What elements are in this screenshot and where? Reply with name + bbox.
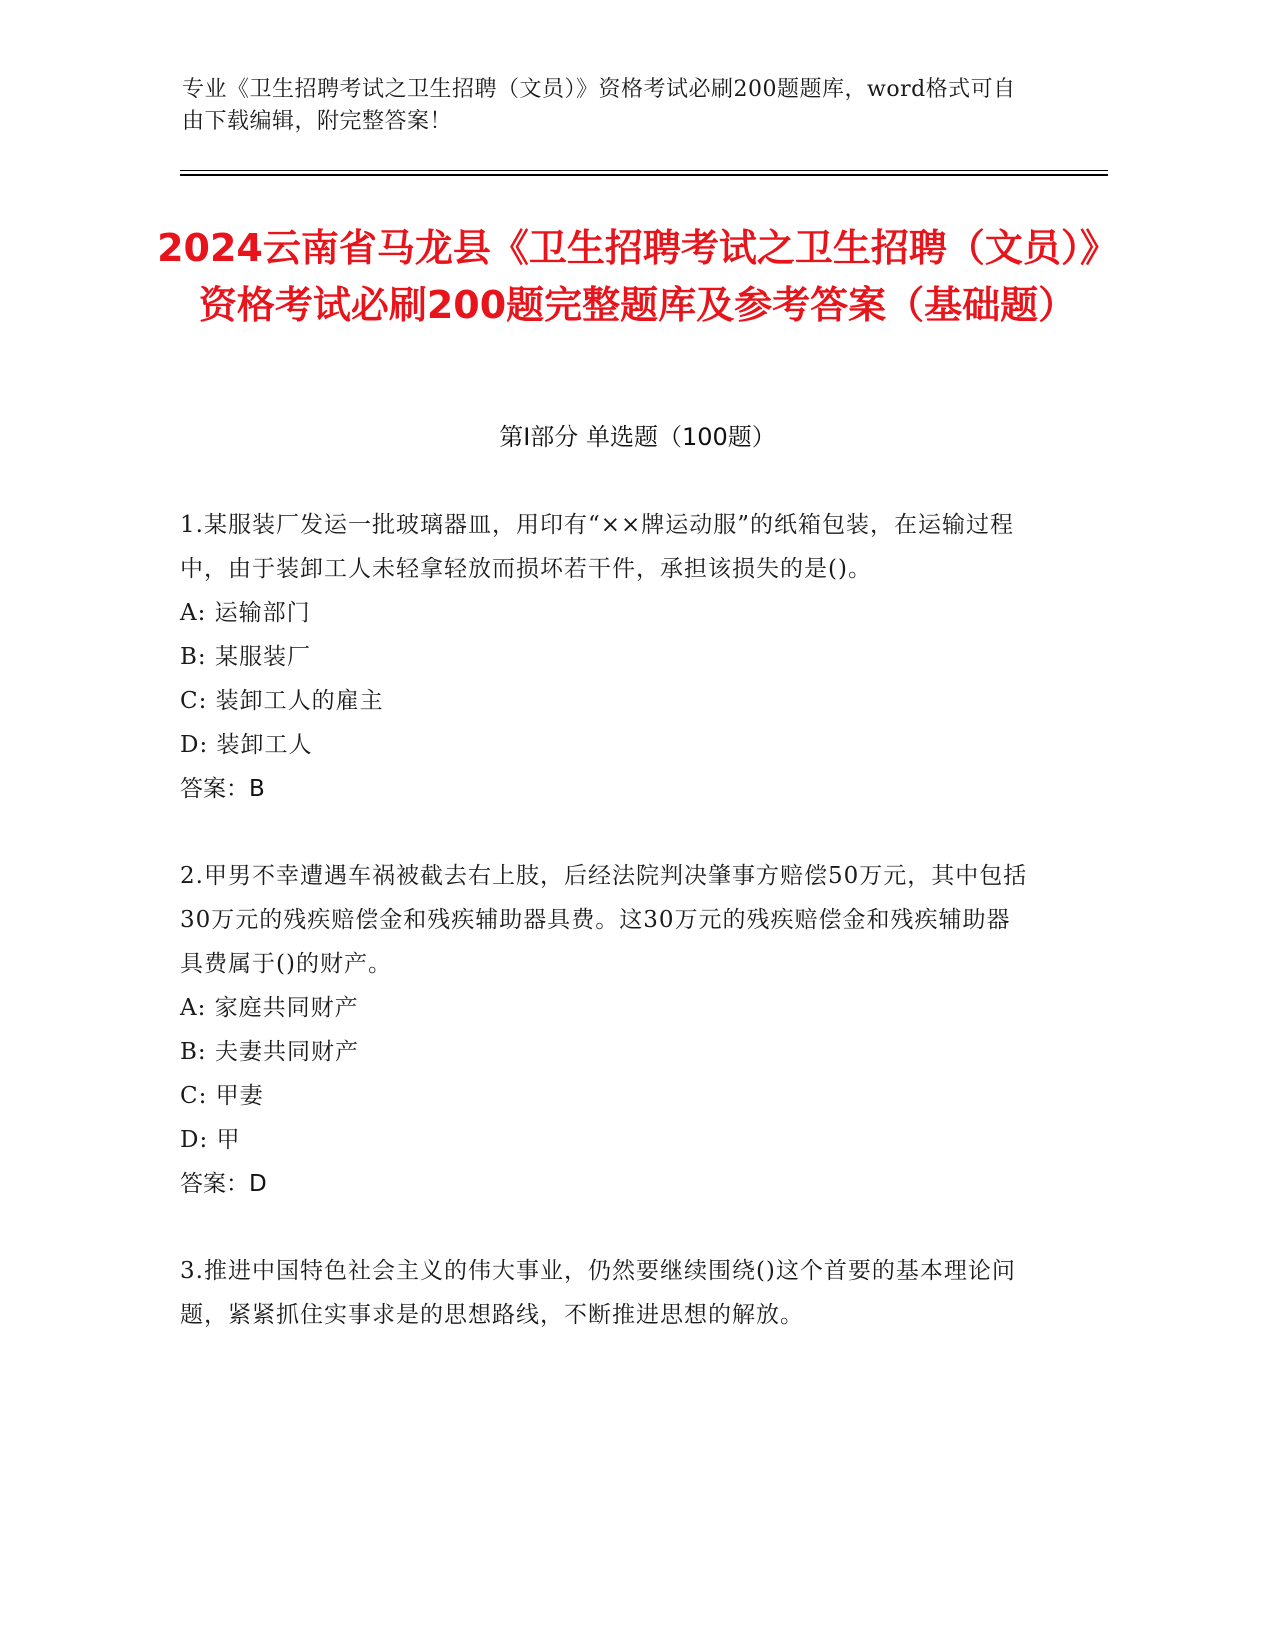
question-stem: 2.甲男不幸遭遇车祸被截去右上肢，后经法院判决肇事方赔偿50万元，其中包括30万元的残疾赔偿金和残疾辅助器具费。这30万元的残疾赔偿金和残疾辅助器具费属于()的财产。 — [180, 863, 1028, 977]
question-stem: 3.推进中国特色社会主义的伟大事业，仍然要继续围绕()这个首要的基本理论问题，紧紧抓住实事求是的思想路线，不断推进思想的解放。 — [180, 1258, 1016, 1328]
option-a: A: 运输部门 — [180, 600, 311, 626]
question-list — [180, 503, 1030, 1380]
option-a: A: 家庭共同财产 — [180, 995, 359, 1021]
question-2 — [180, 854, 1030, 1206]
option-d: D: 装卸工人 — [180, 732, 313, 758]
header-rule-thin — [180, 170, 1108, 171]
option-d: D: 甲 — [180, 1127, 241, 1153]
option-b: B: 夫妻共同财产 — [180, 1039, 359, 1065]
header-rule-thick — [180, 174, 1108, 176]
header-note: 专业《卫生招聘考试之卫生招聘（文员）》资格考试必刷200题题库，word格式可自由下载编辑，附完整答案！ — [182, 77, 1016, 134]
answer-line: 答案：B — [180, 776, 265, 802]
option-c: C: 装卸工人的雇主 — [180, 688, 384, 714]
question-3 — [180, 1249, 1030, 1337]
option-b: B: 某服装厂 — [180, 644, 311, 670]
document-title: 2024云南省马龙县《卫生招聘考试之卫生招聘（文员）》资格考试必刷200题完整题库及参考答案（基础题） — [157, 226, 1118, 327]
option-c: C: 甲妻 — [180, 1083, 264, 1109]
question-1 — [180, 503, 1030, 811]
section-heading: 第I部分 单选题（100题） — [499, 423, 776, 451]
question-stem: 1.某服装厂发运一批玻璃器皿，用印有“××牌运动服”的纸箱包装，在运输过程中，由于装卸工人未轻拿轻放而损坏若干件，承担该损失的是()。 — [180, 512, 1015, 582]
answer-line: 答案：D — [180, 1171, 267, 1197]
